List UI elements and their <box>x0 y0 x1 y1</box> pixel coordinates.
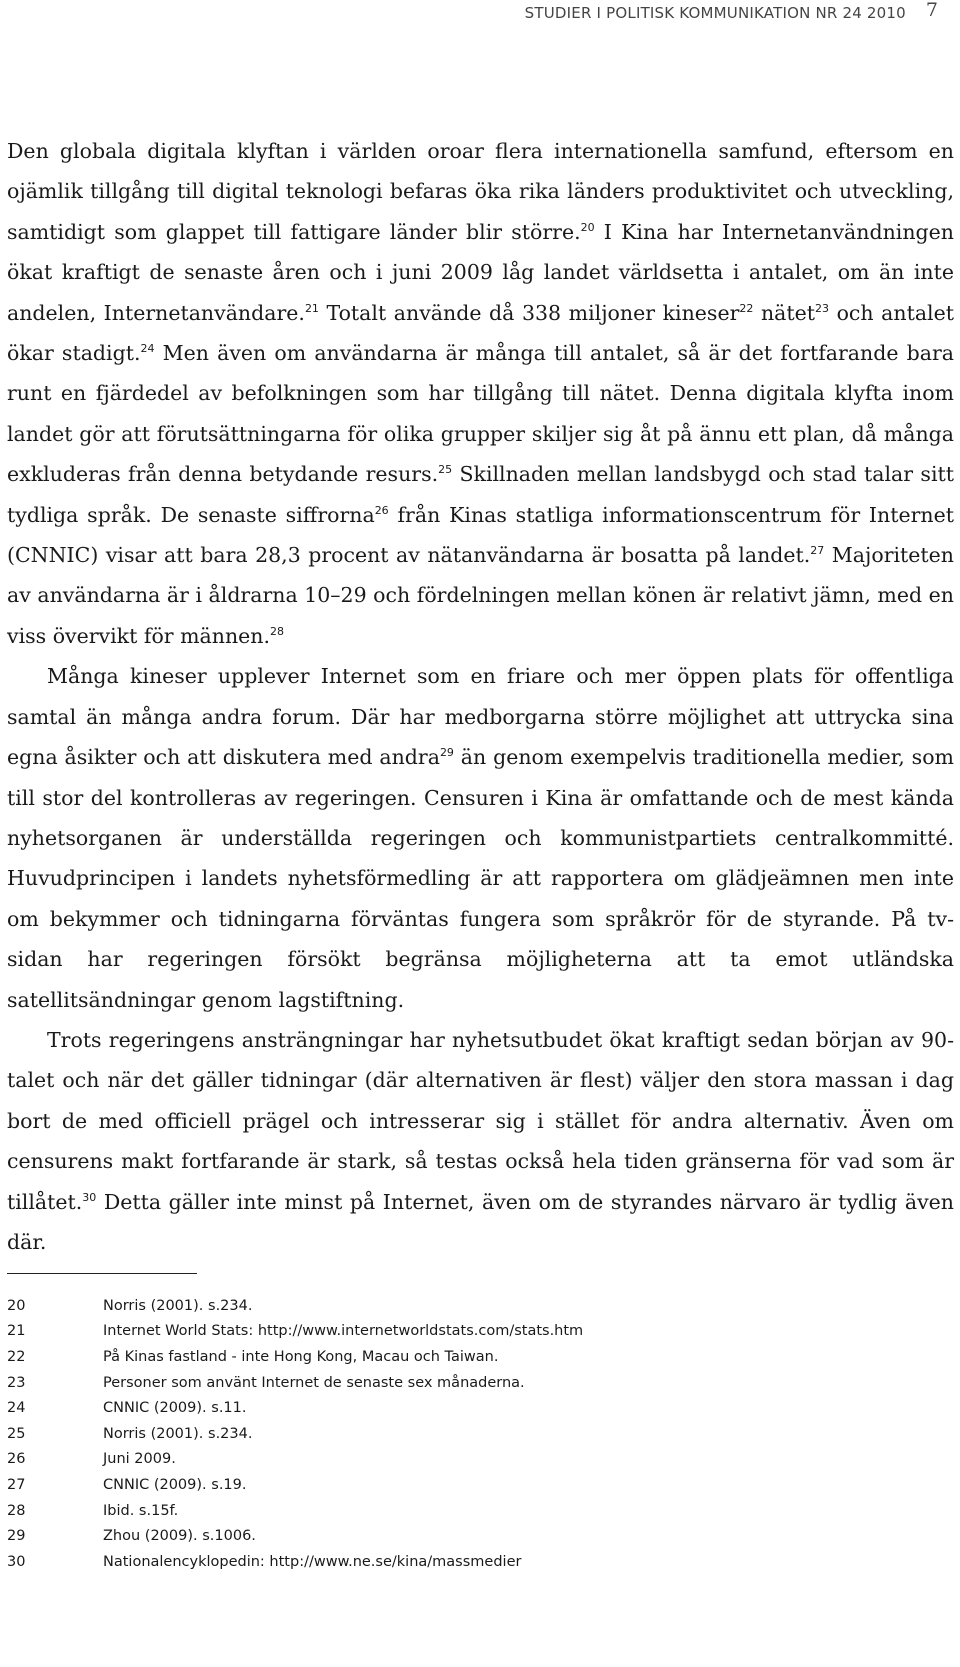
text-run: Detta gäller inte minst på Internet, även om de styrandes närvaro är tydlig även där. <box>7 1189 954 1254</box>
paragraph-2 <box>7 656 954 1020</box>
footnote-text: På Kinas fastland - inte Hong Kong, Macau och Taiwan. <box>103 1348 499 1365</box>
text-run: och antalet ökar stadigt. <box>7 300 954 366</box>
text-run: Den globala digitala klyftan i världen oroar flera internationella samfund, eftersom en ojämlik tillgång till digital teknologi befaras öka rika länders produktivitet och utveckling, samtidigt som glappet till fattigare länder blir större. <box>7 139 954 244</box>
footnote-ref-24: 24 <box>140 342 155 356</box>
footnote-ref-22: 22 <box>739 301 754 315</box>
paragraph-3 <box>7 1020 954 1262</box>
footnote-ref-28: 28 <box>270 624 285 638</box>
text-run: från Kinas statliga informationscentrum för Internet (CNNIC) visar att bara 28,3 procent av nätanvändarna är bosatta på landet. <box>7 502 954 568</box>
footnote-ref-26: 26 <box>374 503 389 517</box>
footnote-number: 30 <box>7 1553 26 1570</box>
footnotes <box>7 1293 907 1575</box>
footnote <box>7 1319 907 1345</box>
footnote-number: 29 <box>7 1528 26 1545</box>
footnote <box>7 1421 907 1447</box>
footnote <box>7 1293 907 1319</box>
footnote-ref-30: 30 <box>82 1190 97 1204</box>
footnote <box>7 1523 907 1549</box>
running-header <box>525 0 938 26</box>
footnote <box>7 1344 907 1370</box>
footnote-ref-21: 21 <box>304 301 319 315</box>
footnote-text: Norris (2001). s.234. <box>103 1425 253 1442</box>
text-run: I Kina har Internetanvändningen ökat kraftigt de senaste åren och i juni 2009 låg landet världsetta i antalet, om än inte andelen, Internetanvändare. <box>7 219 954 325</box>
footnote <box>7 1549 907 1575</box>
footnote-number: 24 <box>7 1400 26 1417</box>
footnote-text: Nationalencyklopedin: http://www.ne.se/kina/massmedier <box>103 1553 522 1570</box>
footnote-text: CNNIC (2009). s.11. <box>103 1400 247 1417</box>
footnote-text: Ibid. s.15f. <box>103 1502 179 1519</box>
footnote-ref-29: 29 <box>439 746 454 760</box>
footnote-number: 20 <box>7 1297 26 1314</box>
footnote-text: Personer som använt Internet de senaste sex månaderna. <box>103 1374 525 1391</box>
footnote-number: 26 <box>7 1451 26 1468</box>
footnote-number: 25 <box>7 1425 26 1442</box>
footnote-text: CNNIC (2009). s.19. <box>103 1476 247 1493</box>
body-text <box>7 131 954 1262</box>
text-run: än genom exempelvis traditionella medier, som till stor del kontrolleras av regeringen. Censuren i Kina är omfattande och de mest kända nyhetsorganen är underställda regeringen och kommunistpartiets centralkommitté. Huvudprincipen i landets nyhetsförmedling är att rapportera om glädjeämnen men inte om bekymmer och tidningarna förväntas fungera som språkrör för de styrande. På tv-sidan har regeringen försökt begränsa möjligheterna att ta emot utländska satellitsändningar genom lagstiftning. <box>7 745 954 1012</box>
footnote-number: 27 <box>7 1476 26 1493</box>
footnote <box>7 1472 907 1498</box>
footnote-text: Juni 2009. <box>103 1451 176 1468</box>
footnote-ref-25: 25 <box>438 463 453 477</box>
footnote-ref-27: 27 <box>810 544 825 558</box>
text-run: Majoriteten av användarna är i åldrarna 10–29 och fördelningen mellan könen är relativt jämn, med en viss övervikt för männen. <box>7 543 954 648</box>
page-number: 7 <box>925 0 938 21</box>
footnote-text: Zhou (2009). s.1006. <box>103 1528 256 1545</box>
text-run: Totalt använde då 338 miljoner kineser <box>318 300 740 325</box>
footnote <box>7 1498 907 1524</box>
paragraph-1 <box>7 131 954 656</box>
footnote-number: 28 <box>7 1502 26 1519</box>
text-run: Trots regeringens ansträngningar har nyhetsutbudet ökat kraftigt sedan början av 90-talet och när det gäller tidningar (där alternativen är flest) väljer den stora massan i dag bort de med officiell prägel och intresserar sig i stället för andra alternativ. Även om censurens makt fortfarande är stark, så testas också hela tiden gränserna för vad som är tillåtet. <box>7 1027 954 1214</box>
footnote <box>7 1370 907 1396</box>
footnote-text: Internet World Stats: http://www.internetworldstats.com/stats.htm <box>103 1323 584 1340</box>
footnote-number: 22 <box>7 1348 26 1365</box>
text-run: Många kineser upplever Internet som en friare och mer öppen plats för offentliga samtal än många andra forum. Där har medborgarna större möjlighet att uttrycka sina egna åsikter och att diskutera med andra <box>7 664 954 770</box>
footnote <box>7 1395 907 1421</box>
footnote-ref-23: 23 <box>815 301 829 315</box>
text-run: Men även om användarna är många till antalet, så är det fortfarande bara runt en fjärdedel av befolkningen som har tillgång till nätet. Denna digitala klyfta inom landet gör att förutsättningarna för olika grupper skiljer sig åt på ännu ett plan, då många exkluderas från denna betydande resurs. <box>7 341 954 487</box>
footnote-divider <box>7 1273 197 1274</box>
footnote <box>7 1447 907 1473</box>
footnote-number: 21 <box>7 1323 26 1340</box>
running-title: STUDIER I POLITISK KOMMUNIKATION NR 24 2010 <box>524 4 906 22</box>
text-run: nätet <box>753 300 815 325</box>
text-run: Skillnaden mellan landsbygd och stad talar sitt tydliga språk. De senaste siffrorna <box>7 462 954 527</box>
footnote-number: 23 <box>7 1374 26 1391</box>
footnote-text: Norris (2001). s.234. <box>103 1297 253 1314</box>
footnote-ref-20: 20 <box>580 220 595 234</box>
